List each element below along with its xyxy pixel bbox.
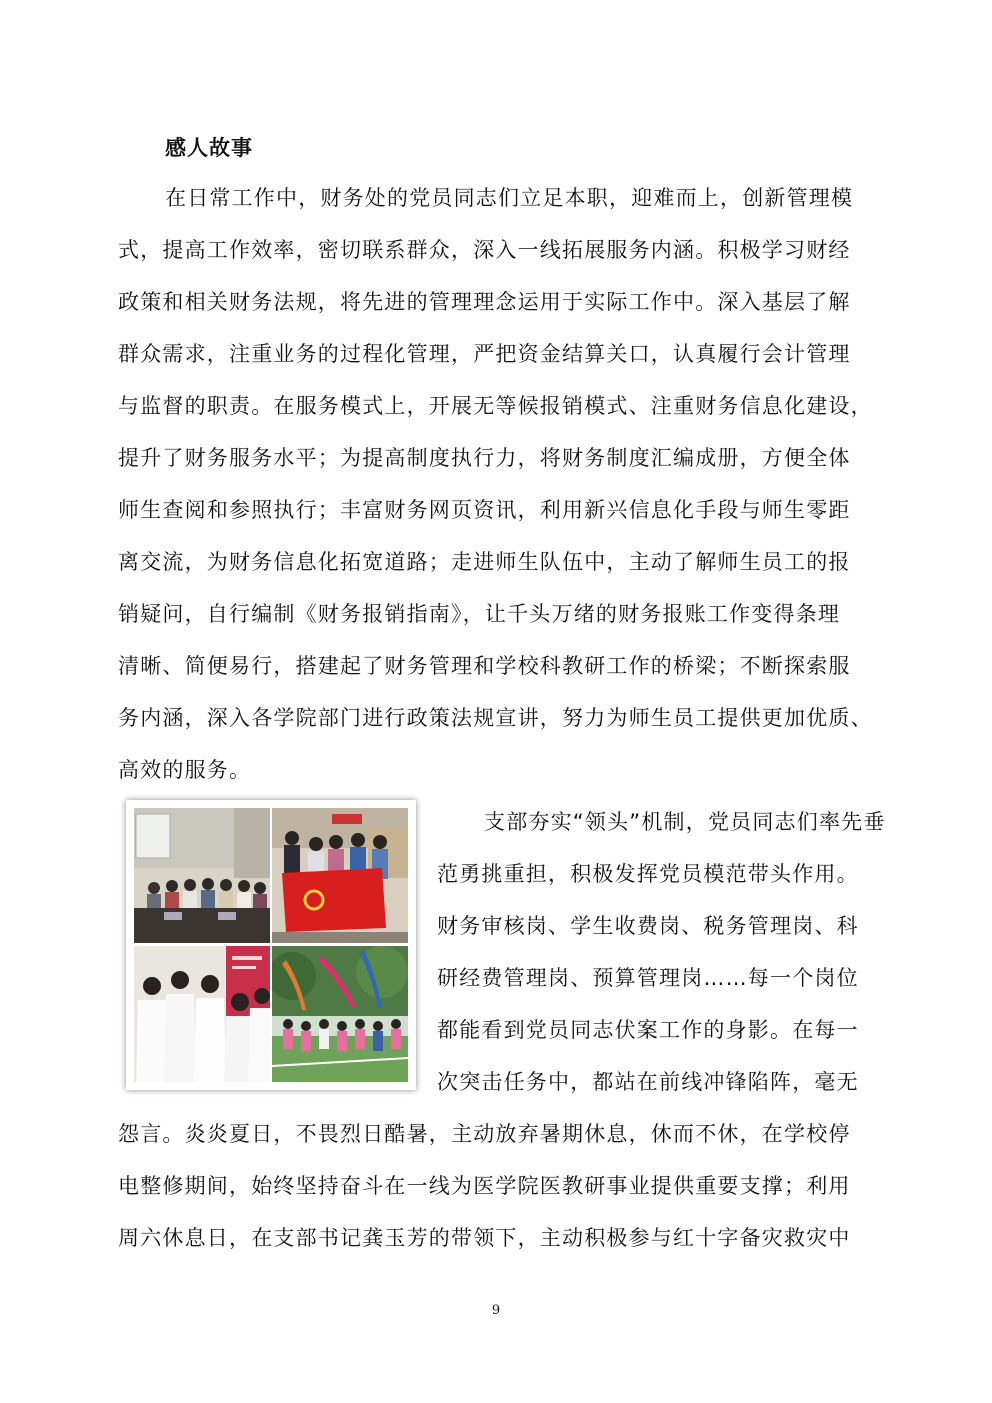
paragraph-line: 支部夯实“领头”机制，党员同志们率先垂 bbox=[484, 810, 886, 834]
paragraph-line: 次突击任务中，都站在前线冲锋陷阵，毫无 bbox=[437, 1070, 859, 1094]
photo-outdoor-event bbox=[272, 946, 408, 1082]
paragraph-line: 师生查阅和参照执行；丰富财务网页资讯，利用新兴信息化手段与师生零距 bbox=[118, 498, 851, 522]
paragraph-line: 与监督的职责。在服务模式上，开展无等候报销模式、注重财务信息化建设， bbox=[118, 394, 873, 418]
paragraph-line: 务内涵，深入各学院部门进行政策法规宣讲，努力为师生员工提供更加优质、 bbox=[118, 706, 873, 730]
paragraph-line: 周六休息日，在支部书记龚玉芳的带领下，主动积极参与红十字备灾救灾中 bbox=[118, 1226, 851, 1250]
photo-flag-group bbox=[272, 808, 408, 943]
paragraph-line: 式，提高工作效率，密切联系群众，深入一线拓展服务内涵。积极学习财经 bbox=[118, 238, 851, 262]
paragraph-line: 清晰、简便易行，搭建起了财务管理和学校科教研工作的桥梁；不断探索服 bbox=[118, 654, 851, 678]
paragraph-line: 高效的服务。 bbox=[118, 758, 252, 782]
photo-meeting-room bbox=[134, 808, 270, 943]
paragraph-line: 离交流，为财务信息化拓宽道路；走进师生队伍中，主动了解师生员工的报 bbox=[118, 550, 851, 574]
paragraph-line: 研经费管理岗、预算管理岗……每一个岗位 bbox=[437, 966, 859, 990]
section-heading: 感人故事 bbox=[165, 136, 253, 160]
paragraph-line: 都能看到党员同志伏案工作的身影。在每一 bbox=[437, 1018, 859, 1042]
photo-collage bbox=[126, 800, 416, 1090]
paragraph-line: 范勇挑重担，积极发挥党员模范带头作用。 bbox=[437, 862, 859, 886]
paragraph-line: 在日常工作中，财务处的党员同志们立足本职，迎难而上，创新管理模 bbox=[165, 186, 854, 210]
paragraph-line: 怨言。炎炎夏日，不畏烈日酷暑，主动放弃暑期休息，休而不休，在学校停 bbox=[118, 1122, 851, 1146]
paragraph-line: 群众需求，注重业务的过程化管理，严把资金结算关口，认真履行会计管理 bbox=[118, 342, 851, 366]
paragraph-line: 销疑问，自行编制《财务报销指南》，让千头万绪的财务报账工作变得条理 bbox=[118, 602, 841, 626]
paragraph-line: 电整修期间，始终坚持奋斗在一线为医学院医教研事业提供重要支撑；利用 bbox=[118, 1174, 851, 1198]
paragraph-line: 政策和相关财务法规，将先进的管理理念运用于实际工作中。深入基层了解 bbox=[118, 290, 851, 314]
paragraph-line: 提升了财务服务水平；为提高制度执行力，将财务制度汇编成册，方便全体 bbox=[118, 446, 851, 470]
paragraph-line: 财务审核岗、学生收费岗、税务管理岗、科 bbox=[437, 914, 859, 938]
photo-lab-coats bbox=[134, 946, 270, 1082]
page-number: 9 bbox=[491, 1303, 501, 1318]
